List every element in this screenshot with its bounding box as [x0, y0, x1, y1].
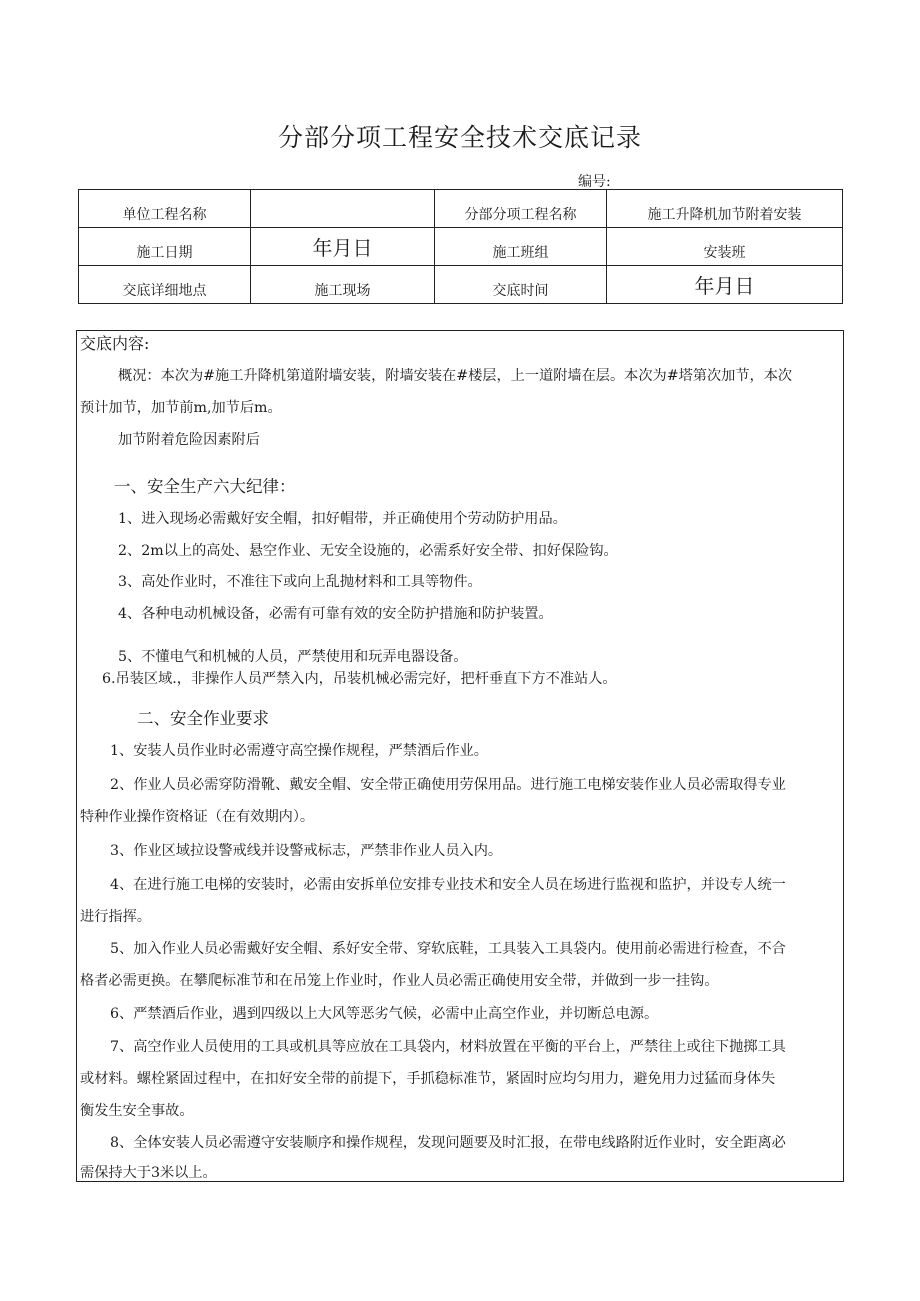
briefing-time-value: 年月日 [607, 266, 843, 304]
requirement-item-1: 1、安装人员作业时必需遵守高空操作规程，严禁酒后作业。 [110, 743, 488, 759]
hazard-note: 加节附着危险因素附后 [118, 432, 260, 448]
discipline-item-5: 5、不懂电气和机械的人员，严禁使用和玩弄电器设备。 [118, 649, 468, 665]
construction-date-value: 年月日 [251, 228, 435, 266]
section2-title: 二、安全作业要求 [137, 709, 269, 728]
requirement-item-8-line1: 8、全体安装人员必需遵守安装顺序和操作规程，发现问题要及时汇报，在带电线路附近作业时，安全距离必 [110, 1135, 786, 1151]
overview-line-2: 预计加节，加节前m,加节后m。 [80, 400, 282, 416]
discipline-item-3: 3、高处作业时，不准往下或向上乱抛材料和工具等物件。 [118, 574, 482, 590]
discipline-item-4: 4、各种电动机械设备，必需有可靠有效的安全防护措施和防护装置。 [118, 606, 553, 622]
briefing-content-box [76, 330, 844, 1182]
discipline-item-2: 2、2m以上的高处、悬空作业、无安全设施的，必需系好安全带、扣好保险钩。 [118, 543, 618, 559]
requirement-item-2-line2: 特种作业操作资格证（在有效期内）。 [80, 809, 315, 825]
construction-team-value: 安装班 [607, 228, 843, 266]
serial-number-label: 编号: [578, 174, 611, 190]
page-title: 分部分项工程安全技术交底记录 [277, 123, 642, 152]
unit-project-name-label: 单位工程名称 [79, 190, 251, 228]
construction-date-label: 施工日期 [79, 228, 251, 266]
requirement-item-4-line1: 4、在进行施工电梯的安装时，必需由安拆单位安排专业技术和安全人员在场进行监视和监护，并设专人统一 [110, 877, 786, 893]
briefing-location-value: 施工现场 [251, 266, 435, 304]
section1-title: 一、安全生产六大纪律： [114, 477, 296, 496]
table-row [79, 228, 843, 266]
requirement-item-3: 3、作业区域拉设警戒线并设警戒标志，严禁非作业人员入内。 [110, 843, 503, 859]
subproject-name-value: 施工升降机加节附着安装 [607, 190, 843, 228]
discipline-item-6: 6.吊装区域.，非操作人员严禁入内，吊装机械必需完好，把杆垂直下方不准站人。 [102, 671, 617, 687]
requirement-item-7-line2: 或材料。螺栓紧固过程中，在扣好安全带的前提下，手抓稳标准节，紧固时应均匀用力，避免用力过猛而身体失 [80, 1071, 776, 1087]
briefing-location-label: 交底详细地点 [79, 266, 251, 304]
table-row [79, 190, 843, 228]
info-table [78, 189, 843, 304]
table-row [79, 266, 843, 304]
requirement-item-8-line2: 需保持大于3米以上。 [80, 1165, 217, 1181]
briefing-time-label: 交底时间 [435, 266, 607, 304]
requirement-item-7-line1: 7、高空作业人员使用的工具或机具等应放在工具袋内，材料放置在平衡的平台上，严禁往上或往下抛掷工具 [110, 1039, 786, 1055]
subproject-name-label: 分部分项工程名称 [435, 190, 607, 228]
requirement-item-5-line2: 格者必需更换。在攀爬标准节和在吊笼上作业时，作业人员必需正确使用安全带，并做到一步一挂钩。 [80, 973, 719, 989]
requirement-item-7-line3: 衡发生安全事故。 [80, 1103, 194, 1119]
requirement-item-6: 6、严禁酒后作业，遇到四级以上大风等恶劣气候，必需中止高空作业，并切断总电源。 [110, 1006, 659, 1022]
requirement-item-4-line2: 进行指挥。 [80, 909, 151, 925]
discipline-item-1: 1、进入现场必需戴好安全帽，扣好帽带，并正确使用个劳动防护用品。 [118, 511, 567, 527]
requirement-item-2-line1: 2、作业人员必需穿防滑靴、戴安全帽、安全带正确使用劳保用品。进行施工电梯安装作业人员必需取得专业 [110, 777, 786, 793]
requirement-item-5-line1: 5、加入作业人员必需戴好安全帽、系好安全带、穿软底鞋，工具装入工具袋内。使用前必需进行检查，不合 [110, 941, 786, 957]
overview-line-1: 概况：本次为#施工升降机第道附墙安装，附墙安装在#楼层，上一道附墙在层。本次为#塔第次加节，本次 [118, 368, 793, 384]
unit-project-name-value [251, 190, 435, 228]
content-label: 交底内容: [80, 334, 150, 353]
construction-team-label: 施工班组 [435, 228, 607, 266]
